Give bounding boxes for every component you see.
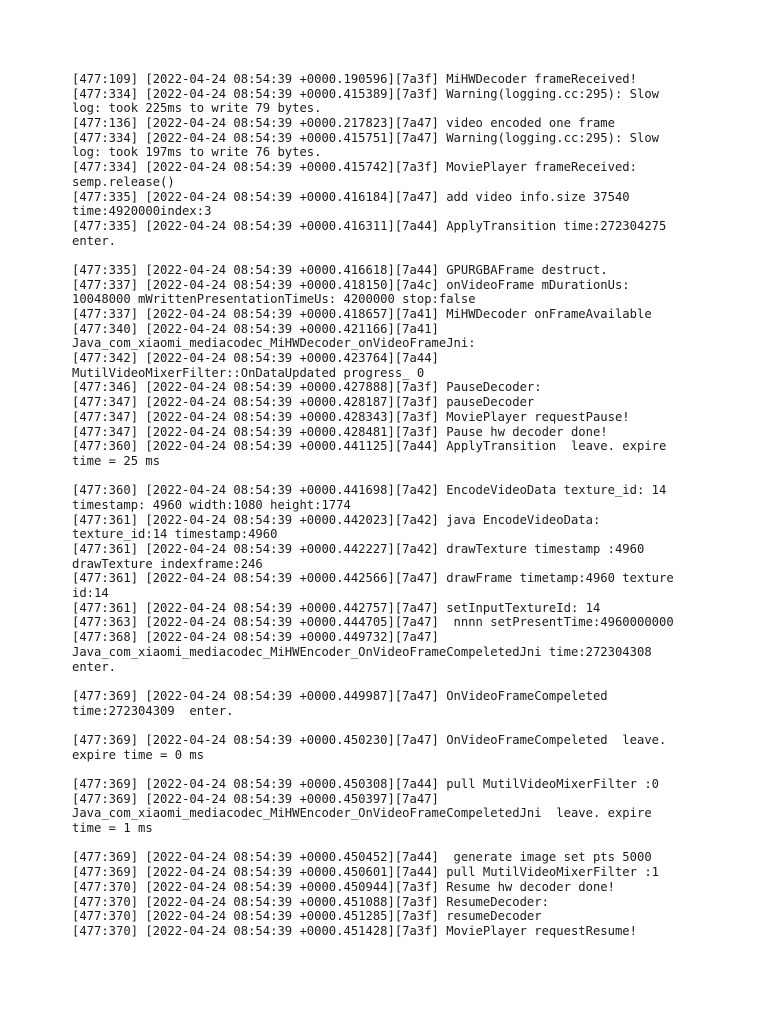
log-line: [477:370] [2022-04-24 08:54:39 +0000.451088][7a3f] ResumeDecoder:	[72, 894, 549, 909]
log-line: [477:337] [2022-04-24 08:54:39 +0000.418657][7a41] MiHWDecoder onFrameAvailable	[72, 307, 652, 321]
log-line: [477:360] [2022-04-24 08:54:39 +0000.441698][7a42] EncodeVideoData texture_id: 14	[72, 483, 667, 498]
log-line: drawTexture indexframe:246	[72, 556, 263, 571]
log-line: [477:346] [2022-04-24 08:54:39 +0000.427888][7a3f] PauseDecoder:	[72, 380, 542, 395]
log-text-block	[72, 72, 702, 939]
log-line: id:14	[72, 586, 109, 601]
log-line: [477:347] [2022-04-24 08:54:39 +0000.428187][7a3f] pauseDecoder	[72, 395, 535, 410]
log-line: Java_com_xiaomi_mediacodec_MiHWDecoder_onVideoFrameJni:	[72, 336, 476, 351]
log-line: enter.	[72, 659, 117, 674]
log-line: log: took 225ms to write 79 bytes.	[72, 101, 322, 116]
log-line: [477:136] [2022-04-24 08:54:39 +0000.217823][7a47] video encoded one frame	[72, 116, 615, 131]
log-line: [477:342] [2022-04-24 08:54:39 +0000.423764][7a44]	[72, 351, 439, 366]
log-line: [477:361] [2022-04-24 08:54:39 +0000.442227][7a42] drawTexture timestamp :4960	[72, 542, 645, 556]
log-line: [477:347] [2022-04-24 08:54:39 +0000.428481][7a3f] Pause hw decoder done!	[72, 424, 608, 439]
log-line	[72, 469, 702, 484]
log-line: [477:335] [2022-04-24 08:54:39 +0000.416311][7a44] ApplyTransition time:272304275	[72, 218, 667, 233]
log-line: MutilVideoMixerFilter::OnDataUpdated progress_ 0	[72, 365, 425, 380]
log-line: [477:361] [2022-04-24 08:54:39 +0000.442757][7a47] setInputTextureId: 14	[72, 600, 601, 615]
log-line: [477:335] [2022-04-24 08:54:39 +0000.416618][7a44] GPURGBAFrame destruct.	[72, 262, 608, 277]
log-line	[72, 248, 702, 263]
log-line: expire time = 0 ms	[72, 747, 205, 762]
log-line: semp.release()	[72, 174, 175, 189]
log-line: Java_com_xiaomi_mediacodec_MiHWEncoder_OnVideoFrameCompeletedJni time:272304308	[72, 644, 652, 659]
log-line: [477:369] [2022-04-24 08:54:39 +0000.449987][7a47] OnVideoFrameCompeleted	[72, 688, 608, 703]
document-page	[72, 72, 702, 939]
log-line	[72, 836, 702, 851]
log-line: [477:361] [2022-04-24 08:54:39 +0000.442023][7a42] java EncodeVideoData:	[72, 512, 601, 527]
log-line: [477:334] [2022-04-24 08:54:39 +0000.415751][7a47] Warning(logging.cc:295): Slow	[72, 130, 659, 145]
log-line: [477:370] [2022-04-24 08:54:39 +0000.450944][7a3f] Resume hw decoder done!	[72, 879, 615, 894]
log-line: 10048000 mWrittenPresentationTimeUs: 4200000 stop:false	[72, 292, 476, 307]
log-line: [477:370] [2022-04-24 08:54:39 +0000.451285][7a3f] resumeDecoder	[72, 909, 542, 924]
log-line: [477:109] [2022-04-24 08:54:39 +0000.190596][7a3f] MiHWDecoder frameReceived!	[72, 72, 637, 86]
log-line	[72, 762, 702, 777]
log-line: time = 1 ms	[72, 821, 153, 836]
log-line: [477:369] [2022-04-24 08:54:39 +0000.450308][7a44] pull MutilVideoMixerFilter :0	[72, 777, 659, 791]
log-line: [477:370] [2022-04-24 08:54:39 +0000.451428][7a3f] MoviePlayer requestResume!	[72, 923, 637, 938]
log-line: enter.	[72, 233, 117, 248]
log-line: [477:368] [2022-04-24 08:54:39 +0000.449732][7a47]	[72, 630, 439, 645]
log-line: [477:361] [2022-04-24 08:54:39 +0000.442566][7a47] drawFrame timetamp:4960 texture	[72, 571, 674, 586]
log-line: Java_com_xiaomi_mediacodec_MiHWEncoder_OnVideoFrameCompeletedJni leave. expire	[72, 806, 652, 821]
log-line: [477:334] [2022-04-24 08:54:39 +0000.415742][7a3f] MoviePlayer frameReceived:	[72, 160, 637, 175]
log-line: [477:335] [2022-04-24 08:54:39 +0000.416184][7a47] add video info.size 37540	[72, 189, 630, 204]
log-line: [477:337] [2022-04-24 08:54:39 +0000.418150][7a4c] onVideoFrame mDurationUs:	[72, 277, 630, 292]
log-line: [477:347] [2022-04-24 08:54:39 +0000.428343][7a3f] MoviePlayer requestPause!	[72, 409, 630, 424]
log-line: [477:369] [2022-04-24 08:54:39 +0000.450230][7a47] OnVideoFrameCompeleted leave.	[72, 732, 667, 747]
log-line: [477:360] [2022-04-24 08:54:39 +0000.441125][7a44] ApplyTransition leave. expire	[72, 439, 667, 454]
log-line: texture_id:14 timestamp:4960	[72, 527, 278, 542]
log-line: log: took 197ms to write 76 bytes.	[72, 145, 322, 160]
log-line: time:4920000index:3	[72, 204, 212, 219]
log-line: [477:369] [2022-04-24 08:54:39 +0000.450452][7a44] generate image set pts 5000	[72, 850, 652, 865]
log-line: time:272304309 enter.	[72, 703, 234, 718]
log-line: [477:363] [2022-04-24 08:54:39 +0000.444705][7a47] nnnn setPresentTime:4960000000	[72, 615, 674, 630]
log-line	[72, 718, 702, 733]
log-line: time = 25 ms	[72, 453, 161, 468]
log-line: timestamp: 4960 width:1080 height:1774	[72, 497, 351, 512]
log-line: [477:340] [2022-04-24 08:54:39 +0000.421166][7a41]	[72, 321, 439, 336]
log-line	[72, 674, 702, 689]
log-line: [477:369] [2022-04-24 08:54:39 +0000.450601][7a44] pull MutilVideoMixerFilter :1	[72, 865, 659, 880]
log-line: [477:369] [2022-04-24 08:54:39 +0000.450397][7a47]	[72, 791, 439, 806]
log-line: [477:334] [2022-04-24 08:54:39 +0000.415389][7a3f] Warning(logging.cc:295): Slow	[72, 86, 659, 101]
